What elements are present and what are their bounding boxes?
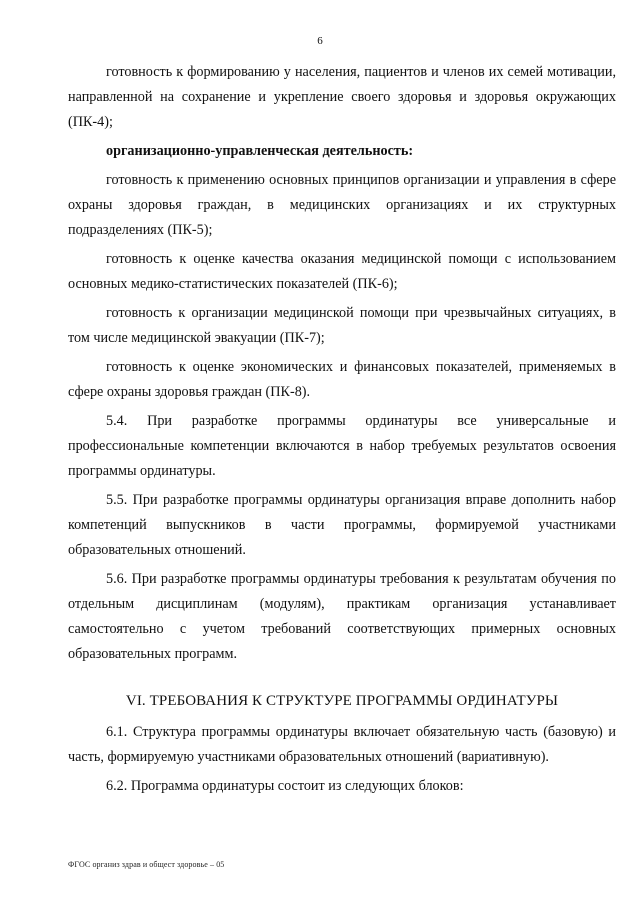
paragraph-pk5: готовность к применению основных принципов организации и управления в сфере охраны здоровья граждан, в медицинских организациях и их структурных подразделениях (ПК-5); (68, 172, 616, 238)
document-body (68, 60, 616, 803)
paragraph-5-6: 5.6. При разработке программы ординатуры требования к результатам обучения по отдельным дисциплинам (модулям), практикам организация устанавливает самостоятельно с учетом требований соответствующих примерных основных образовательных программ. (68, 571, 616, 662)
paragraph-6-2: 6.2. Программа ординатуры состоит из следующих блоков: (106, 778, 464, 794)
paragraph-pk6: готовность к оценке качества оказания медицинской помощи с использованием основных медико-статистических показателей (ПК-6); (68, 251, 616, 292)
section-heading: VI. ТРЕБОВАНИЯ К СТРУКТУРЕ ПРОГРАММЫ ОРДИНАТУРЫ (125, 693, 559, 709)
paragraph-pk8: готовность к оценке экономических и финансовых показателей, применяемых в сфере охраны здоровья граждан (ПК-8). (68, 359, 616, 400)
paragraph-5-5: 5.5. При разработке программы ординатуры организация вправе дополнить набор компетенций выпускников в части программы, формируемой участниками образовательных отношений. (68, 492, 616, 558)
paragraph-5-4: 5.4. При разработке программы ординатуры все универсальные и профессиональные компетенции включаются в набор требуемых результатов освоения программы ординатуры. (68, 413, 616, 479)
subsection-title-organizational: организационно-управленческая деятельность: (106, 143, 414, 159)
paragraph-pk4: готовность к формированию у населения, пациентов и членов их семей мотивации, направленной на сохранение и укрепление своего здоровья и здоровья окружающих (ПК-4); (68, 64, 616, 130)
footer-document-code: ФГОС организ здрав и общест здоровье – 05 (68, 860, 225, 869)
paragraph-6-1: 6.1. Структура программы ординатуры включает обязательную часть (базовую) и часть, формируемую участниками образовательных отношений (вариативную). (68, 724, 616, 765)
paragraph-pk7: готовность к организации медицинской помощи при чрезвычайных ситуациях, в том числе медицинской эвакуации (ПК-7); (68, 305, 616, 346)
page-number: 6 (317, 35, 323, 47)
